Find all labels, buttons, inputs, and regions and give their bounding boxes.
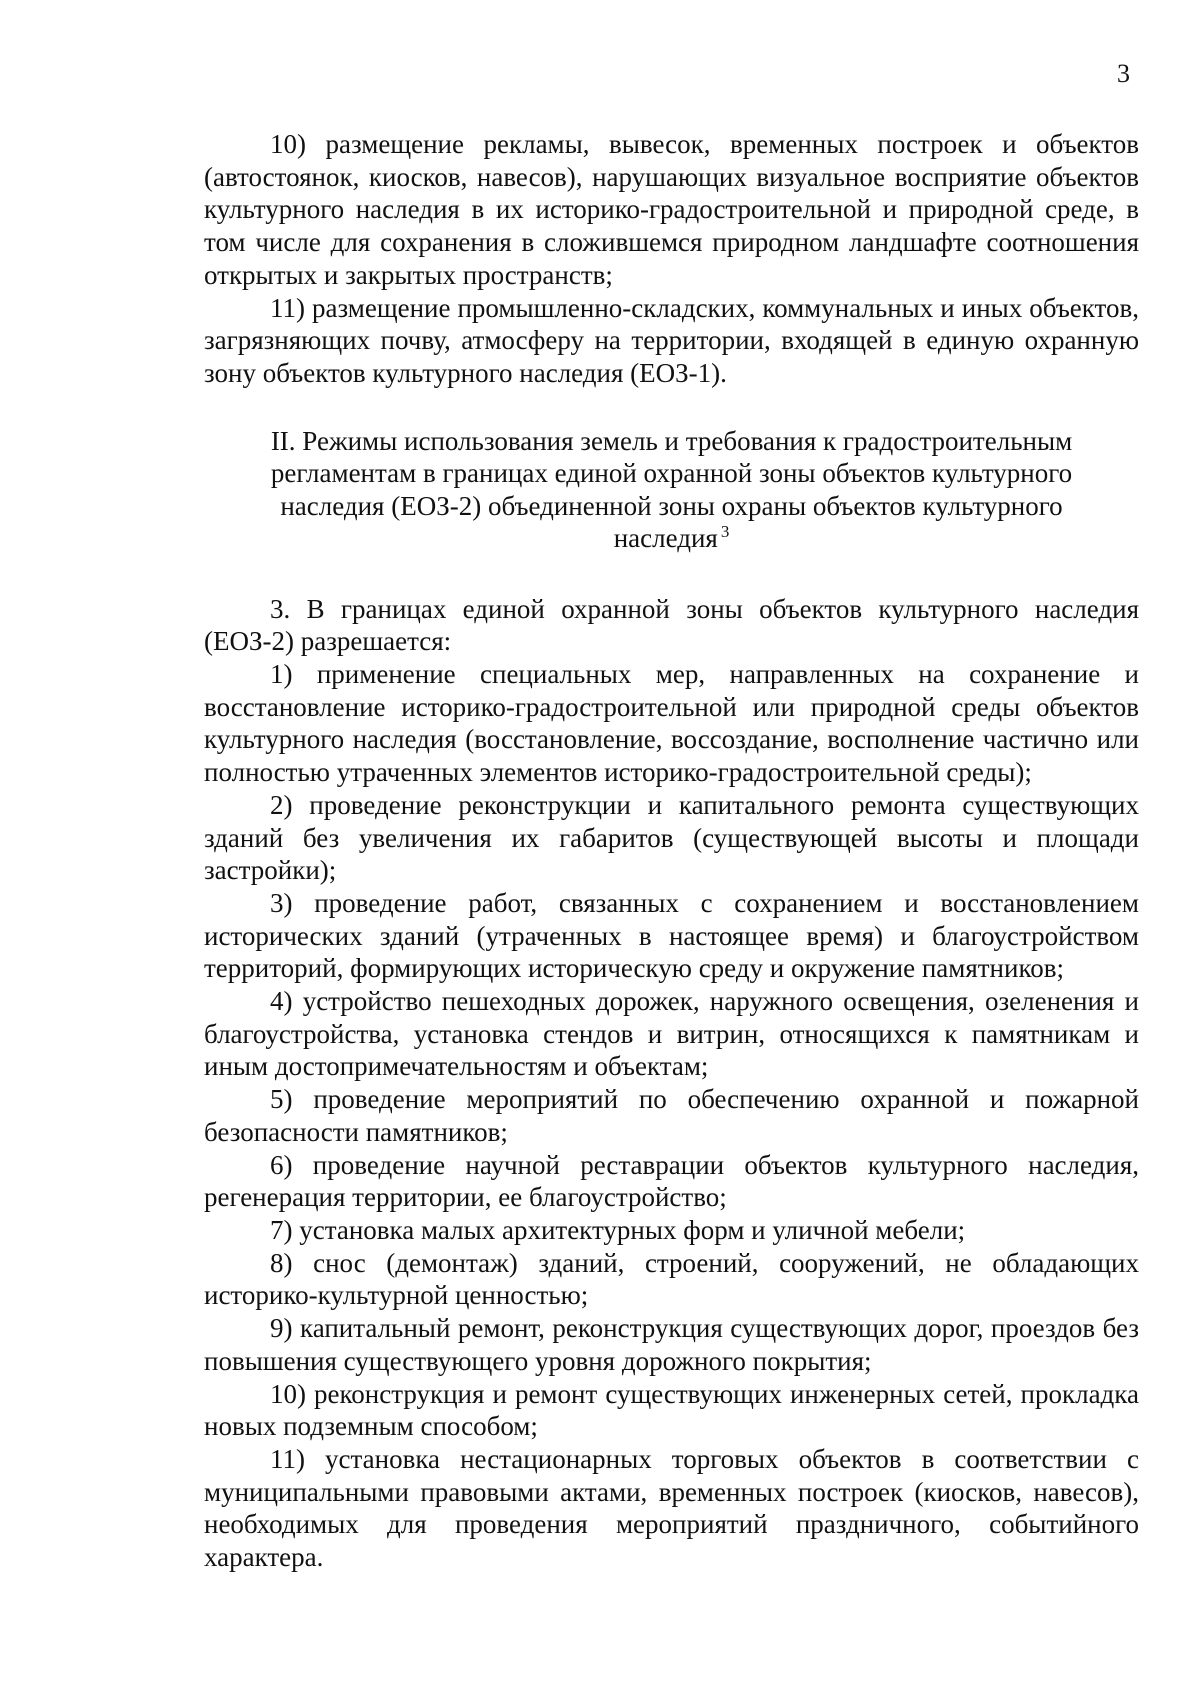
document-body — [204, 128, 1139, 1574]
list-item: 6) проведение научной реставрации объектов культурного наследия, регенерация территории, ее благоустройство; — [204, 1149, 1139, 1213]
list-item: 9) капитальный ремонт, реконструкция существующих дорог, проездов без повышения существующего уровня дорожного покрытия; — [204, 1313, 1139, 1376]
section-heading-text: II. Режимы использования земель и требования к градостроительным регламентам в границах единой охранной зоны объектов культурного наследия (ЕОЗ-2) объединенной зоны охраны объектов культурного наследия — [270, 425, 1073, 554]
list-item: 2) проведение реконструкции и капитального ремонта существующих зданий без увеличения их габаритов (существующей высоты и площади застройки); — [204, 789, 1139, 886]
list-item: 5) проведение мероприятий по обеспечению охранной и пожарной безопасности памятников; — [204, 1084, 1139, 1147]
list-item: 11) размещение промышленно-складских, коммунальных и иных объектов, загрязняющих почву, атмосферу на территории, входящей в единую охранную зону объектов культурного наследия (ЕОЗ-1). — [204, 292, 1139, 388]
list-item: 3) проведение работ, связанных с сохранением и восстановлением исторических зданий (утраченных в настоящее время) и благоустройством территорий, формирующих историческую среду и окружение памятников; — [204, 887, 1139, 984]
section-intro: 3. В границах единой охранной зоны объектов культурного наследия (ЕОЗ-2) разрешается: — [204, 593, 1139, 657]
section-heading — [204, 425, 1139, 555]
list-item: 7) установка малых архитектурных форм и уличной мебели; — [270, 1214, 966, 1245]
footnote-reference: 3 — [720, 522, 730, 542]
page-number: 3 — [1117, 59, 1130, 88]
list-item: 8) снос (демонтаж) зданий, строений, сооружений, не обладающих историко-культурной ценностью; — [204, 1247, 1139, 1311]
list-item: 4) устройство пешеходных дорожек, наружного освещения, озеленения и благоустройства, установка стендов и витрин, относящихся к памятникам и иным достопримечательностям и объектам; — [204, 986, 1139, 1082]
list-item: 10) размещение рекламы, вывесок, временных построек и объектов (автостоянок, киосков, навесов), нарушающих визуальное восприятие объектов культурного наследия в их историко-градостроительной и природной среде, в том числе для сохранения в сложившемся природном ландшафте соотношения открытых и закрытых пространств; — [204, 129, 1139, 290]
list-item: 10) реконструкция и ремонт существующих инженерных сетей, прокладка новых подземным способом; — [204, 1378, 1139, 1442]
list-item: 11) установка нестационарных торговых объектов в соответствии с муниципальными правовыми актами, временных построек (киосков, навесов), необходимых для проведения мероприятий праздничного, событийного характера. — [204, 1443, 1139, 1573]
list-item: 1) применение специальных мер, направленных на сохранение и восстановление историко-градостроительной или природной среды объектов культурного наследия (восстановление, воссоздание, восполнение частично или полностью утраченных элементов историко-градостроительной среды); — [204, 659, 1139, 788]
